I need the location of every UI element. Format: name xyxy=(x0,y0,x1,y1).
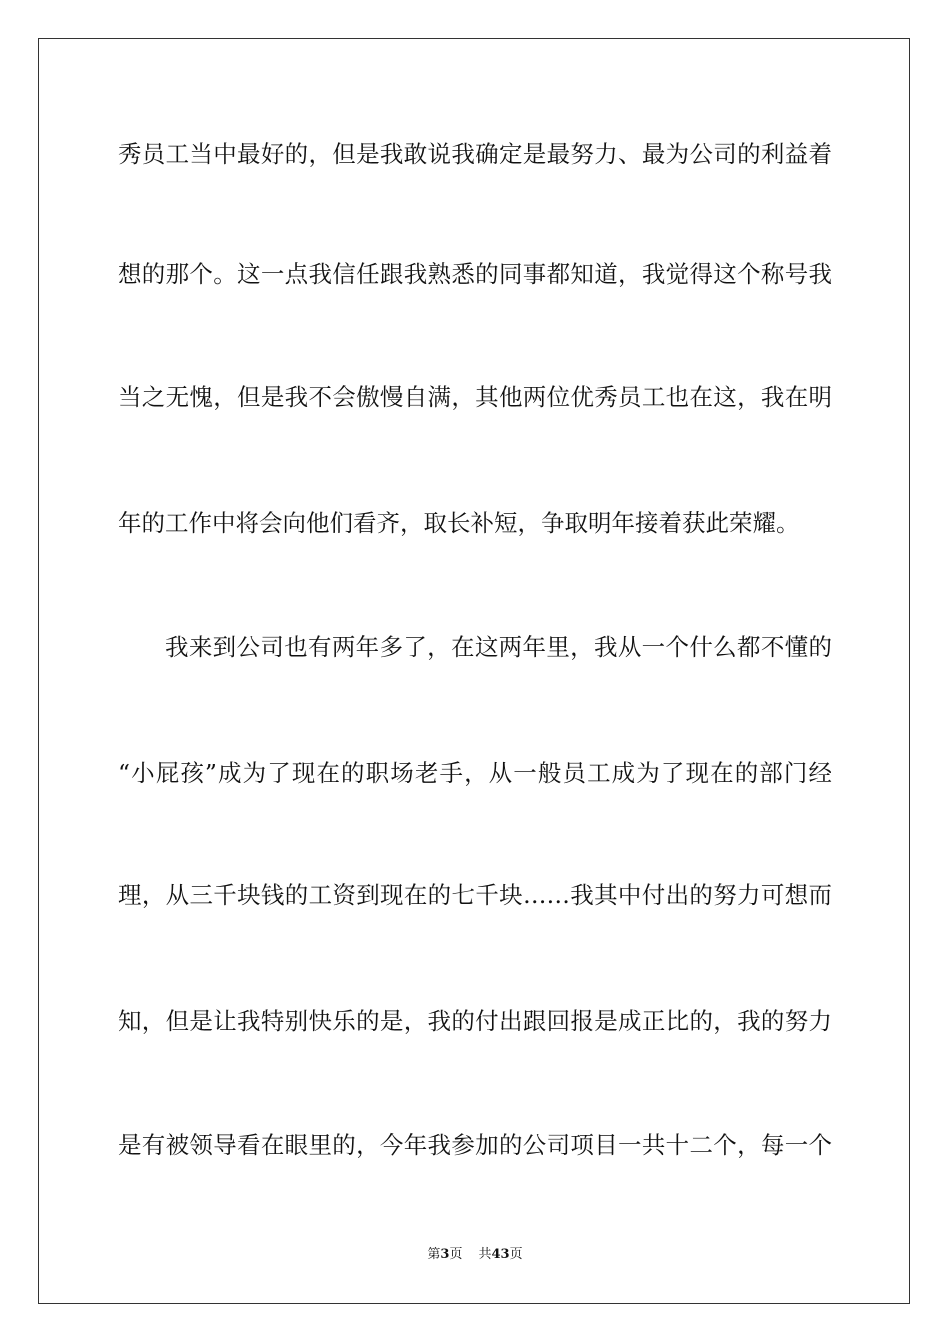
total-suffix: 页 xyxy=(509,1247,523,1262)
text-line: 是有被领导看在眼里的，今年我参加的公司项目一共十二个，每一个 xyxy=(118,1131,832,1159)
text-line: 我来到公司也有两年多了，在这两年里，我从一个什么都不懂的 xyxy=(165,633,832,661)
total-prefix: 共 xyxy=(478,1247,492,1262)
page-suffix: 页 xyxy=(449,1247,463,1262)
page-footer xyxy=(0,1245,950,1265)
text-line: 理，从三千块钱的工资到现在的七千块……我其中付出的努力可想而 xyxy=(118,881,832,909)
page-border xyxy=(38,38,910,1304)
text-line: “小屁孩”成为了现在的职场老手，从一般员工成为了现在的部门经 xyxy=(118,759,832,787)
page-number: 3 xyxy=(440,1247,450,1262)
text-line: 秀员工当中最好的，但是我敢说我确定是最努力、最为公司的利益着 xyxy=(118,140,832,168)
text-line: 当之无愧，但是我不会傲慢自满，其他两位优秀员工也在这，我在明 xyxy=(118,383,832,411)
page-prefix: 第 xyxy=(427,1247,441,1262)
text-line: 知，但是让我特别快乐的是，我的付出跟回报是成正比的，我的努力 xyxy=(118,1007,832,1035)
text-line: 年的工作中将会向他们看齐，取长补短，争取明年接着获此荣耀。 xyxy=(118,509,800,537)
text-line: 想的那个。这一点我信任跟我熟悉的同事都知道，我觉得这个称号我 xyxy=(118,260,832,288)
total-pages: 43 xyxy=(491,1247,510,1262)
